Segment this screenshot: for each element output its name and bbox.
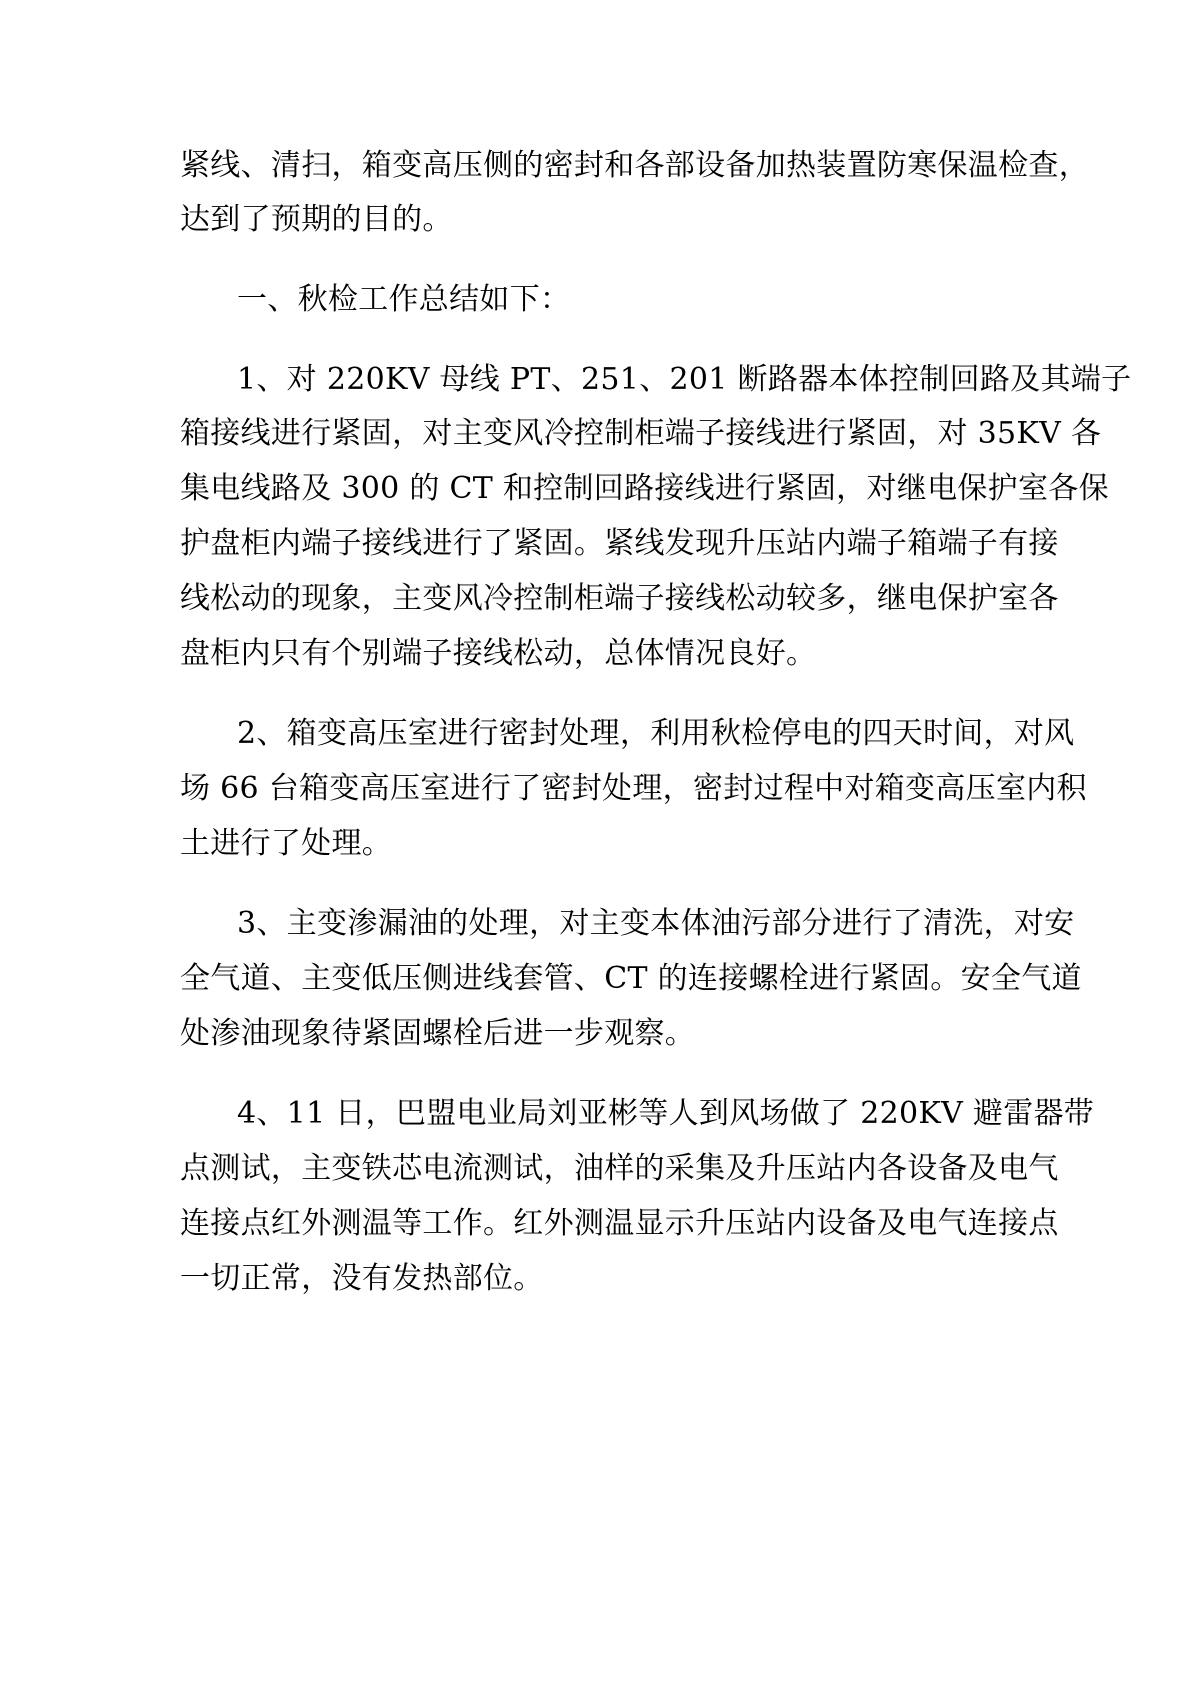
text-line: 4、11 日，巴盟电业局刘亚彬等人到风场做了 220KV 避雷器带	[237, 1096, 1095, 1131]
text-line: 达到了预期的目的。	[180, 202, 453, 237]
text-line: 紧线、清扫，箱变高压侧的密封和各部设备加热装置防寒保温检查，	[180, 148, 1089, 183]
text-line: 箱接线进行紧固，对主变风冷控制柜端子接线进行紧固，对 35KV 各	[180, 416, 1102, 451]
text-line: 场 66 台箱变高压室进行了密封处理，密封过程中对箱变高压室内积	[180, 771, 1087, 806]
text-line: 点测试，主变铁芯电流测试，油样的采集及升压站内各设备及电气	[180, 1151, 1059, 1186]
text-line: 处渗油现象待紧固螺栓后进一步观察。	[180, 1016, 696, 1051]
text-line: 盘柜内只有个别端子接线松动，总体情况良好。	[180, 636, 817, 671]
section-heading: 一、秋检工作总结如下：	[237, 282, 571, 317]
text-line: 3、主变渗漏油的处理，对主变本体油污部分进行了清洗，对安	[237, 906, 1075, 941]
text-line: 护盘柜内端子接线进行了紧固。紧线发现升压站内端子箱端子有接	[180, 526, 1059, 561]
text-line: 全气道、主变低压侧进线套管、CT 的连接螺栓进行紧固。安全气道	[180, 961, 1082, 996]
text-line: 线松动的现象，主变风冷控制柜端子接线松动较多，继电保护室各	[180, 581, 1059, 616]
text-line: 土进行了处理。	[180, 826, 393, 861]
text-line: 2、箱变高压室进行密封处理，利用秋检停电的四天时间，对风	[237, 716, 1075, 751]
text-line: 连接点红外测温等工作。红外测温显示升压站内设备及电气连接点	[180, 1206, 1059, 1241]
text-line: 1、对 220KV 母线 PT、251、201 断路器本体控制回路及其端子	[237, 362, 1132, 397]
text-line: 集电线路及 300 的 CT 和控制回路接线进行紧固，对继电保护室各保	[180, 471, 1109, 506]
text-line: 一切正常，没有发热部位。	[180, 1261, 544, 1296]
